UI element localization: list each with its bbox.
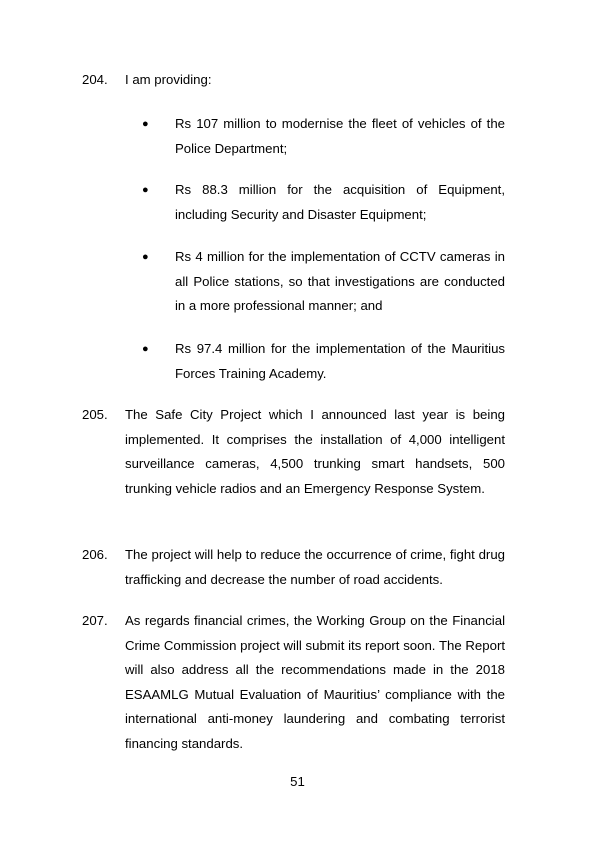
- bullet-item: [142, 245, 505, 319]
- paragraph-text: As regards financial crimes, the Working Group on the Financial Crime Commission project will submit its report soon. The Report will also address all the recommendations made in the 2018 ESAAMLG Mutual Evaluation of Mauritius’ compliance with the international anti-money laundering and combating terrorist financing standards.: [125, 613, 505, 751]
- bullet-text: Rs 107 million to modernise the fleet of vehicles of the Police Department;: [175, 116, 505, 156]
- bullet-item: [142, 112, 505, 161]
- bullet-item: [142, 337, 505, 386]
- paragraph-204: [82, 68, 505, 93]
- bullet-text: Rs 97.4 million for the implementation of the Mauritius Forces Training Academy.: [175, 341, 505, 381]
- paragraph-text: The project will help to reduce the occurrence of crime, fight drug trafficking and decrease the number of road accidents.: [125, 547, 505, 587]
- paragraph-number: 204.: [82, 72, 108, 87]
- bullet-text: Rs 4 million for the implementation of CCTV cameras in all Police stations, so that investigations are conducted in a more professional manner; and: [175, 249, 505, 314]
- paragraph-207: [82, 609, 505, 757]
- bullet-icon: ●: [142, 251, 149, 263]
- paragraph-number: 206.: [82, 547, 108, 562]
- bullet-icon: ●: [142, 343, 149, 355]
- paragraph-number: 205.: [82, 407, 108, 422]
- paragraph-205: [82, 403, 505, 501]
- bullet-icon: ●: [142, 118, 149, 130]
- paragraph-206: [82, 543, 505, 592]
- paragraph-text: The Safe City Project which I announced last year is being implemented. It comprises the installation of 4,000 intelligent surveillance cameras, 4,500 trunking smart handsets, 500 trunking vehicle radios and an Emergency Response System.: [125, 407, 505, 496]
- page-number: 51: [290, 774, 305, 789]
- bullet-icon: ●: [142, 184, 149, 196]
- bullet-item: [142, 178, 505, 227]
- bullet-text: Rs 88.3 million for the acquisition of Equipment, including Security and Disaster Equipment;: [175, 182, 505, 222]
- paragraph-number: 207.: [82, 613, 108, 628]
- paragraph-text: I am providing:: [125, 72, 212, 87]
